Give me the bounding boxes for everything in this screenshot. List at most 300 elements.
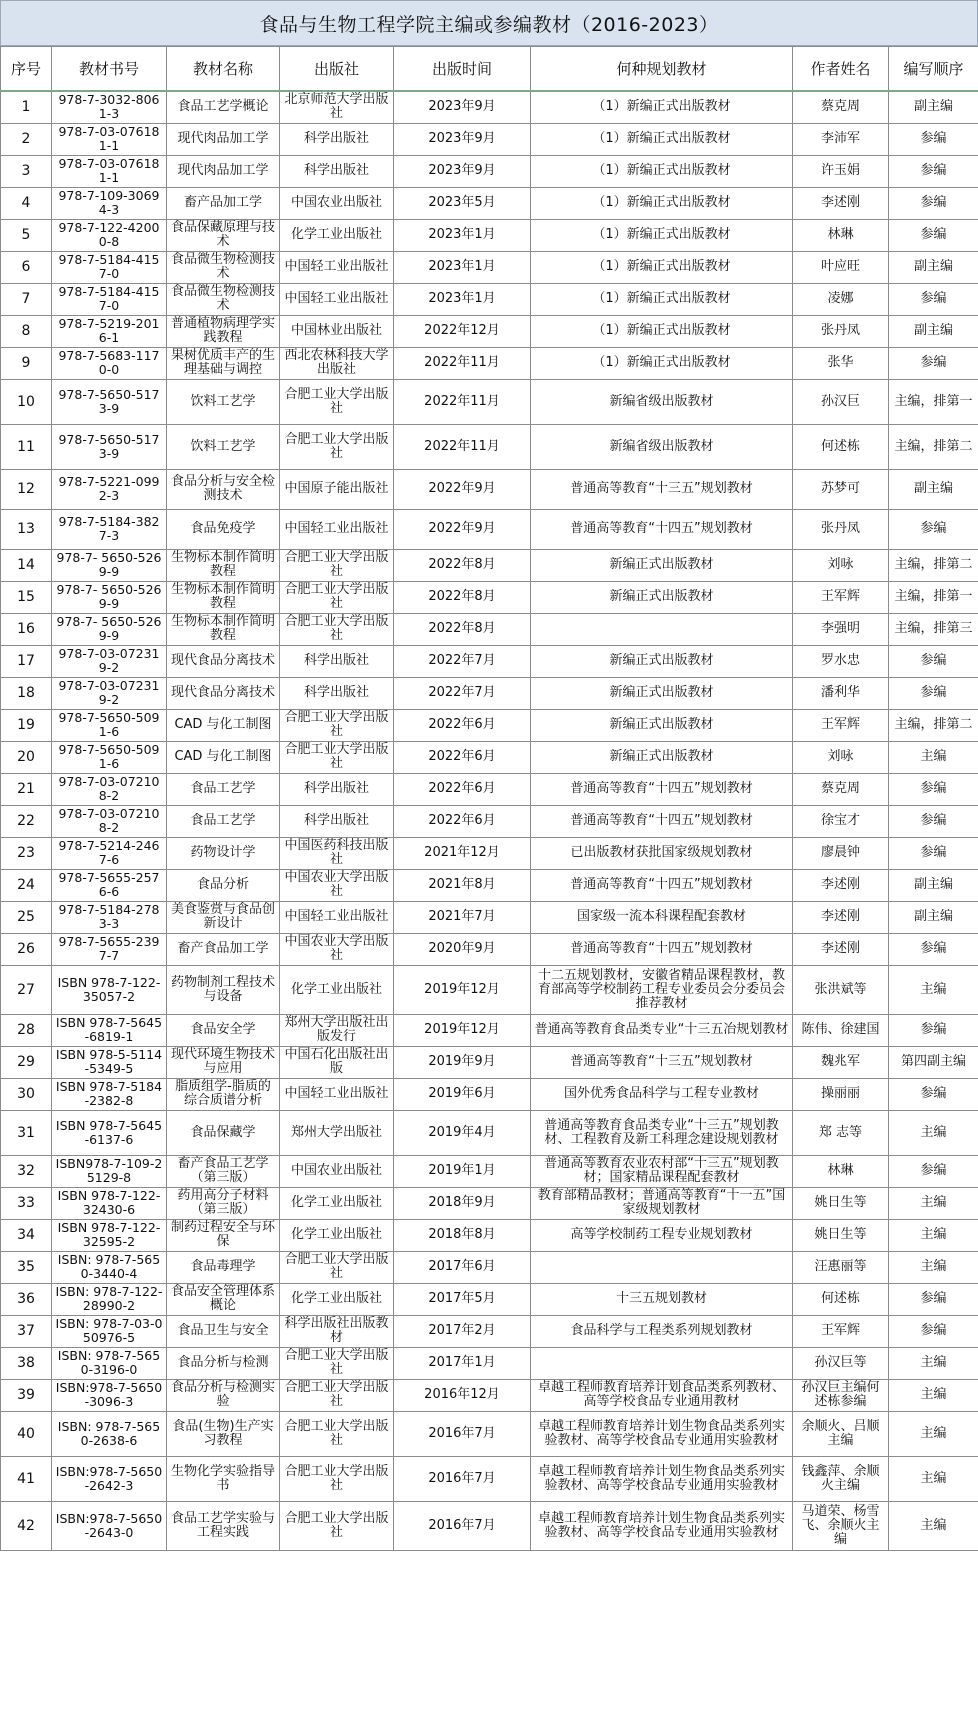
cell-publish-date: 2022年8月 <box>394 581 531 613</box>
cell-no: 9 <box>1 347 52 379</box>
table-row <box>1 549 978 581</box>
table-row <box>1 155 978 187</box>
cell-textbook-name: 食品工艺学 <box>167 805 280 837</box>
cell-publish-date: 2023年1月 <box>394 283 531 315</box>
cell-plan-type: 普通高等教育食品类专业“十三五”规划教材、工程教育及新工科理念建设规划教材 <box>531 1110 793 1155</box>
cell-no: 25 <box>1 901 52 933</box>
cell-publish-date: 2016年12月 <box>394 1379 531 1411</box>
cell-author: 李述刚 <box>793 901 889 933</box>
cell-author-order: 主编，排第二 <box>889 709 978 741</box>
cell-author-order: 主编 <box>889 1110 978 1155</box>
cell-publish-date: 2016年7月 <box>394 1456 531 1501</box>
table-row <box>1 1046 978 1078</box>
cell-plan-type: （1）新编正式出版教材 <box>531 219 793 251</box>
cell-publisher: 合肥工业大学出版社 <box>280 1251 394 1283</box>
cell-plan-type: 新编正式出版教材 <box>531 581 793 613</box>
cell-author-order: 主编 <box>889 1219 978 1251</box>
cell-author: 王军辉 <box>793 581 889 613</box>
cell-publisher: 中国农业出版社 <box>280 1155 394 1187</box>
cell-isbn: ISBN 978-7-122-32595-2 <box>52 1219 167 1251</box>
cell-textbook-name: 生物标本制作简明教程 <box>167 613 280 645</box>
cell-author-order: 主编，排第二 <box>889 549 978 581</box>
cell-isbn: 978-7-5184-3827-3 <box>52 509 167 549</box>
table-row <box>1 1379 978 1411</box>
cell-no: 6 <box>1 251 52 283</box>
cell-isbn: ISBN 978-7-122-32430-6 <box>52 1187 167 1219</box>
cell-plan-type: （1）新编正式出版教材 <box>531 123 793 155</box>
cell-isbn: 978-7-03-076181-1 <box>52 155 167 187</box>
cell-author-order: 主编 <box>889 1347 978 1379</box>
cell-author: 孙汉巨等 <box>793 1347 889 1379</box>
cell-textbook-name: 美食鉴赏与食品创新设计 <box>167 901 280 933</box>
cell-plan-type: 普通高等教育食品类专业“十三五冶规划教材 <box>531 1014 793 1046</box>
cell-author-order: 主编 <box>889 1379 978 1411</box>
cell-publish-date: 2023年9月 <box>394 123 531 155</box>
cell-publish-date: 2022年9月 <box>394 469 531 509</box>
cell-publisher: 科学出版社 <box>280 677 394 709</box>
cell-author-order: 参编 <box>889 1315 978 1347</box>
cell-textbook-name: 食品免疫学 <box>167 509 280 549</box>
cell-isbn: 978-7-5219-2016-1 <box>52 315 167 347</box>
cell-author: 李沛军 <box>793 123 889 155</box>
cell-author-order: 参编 <box>889 1078 978 1110</box>
cell-isbn: 978-7-5221-0992-3 <box>52 469 167 509</box>
cell-no: 26 <box>1 933 52 965</box>
cell-author: 许玉娟 <box>793 155 889 187</box>
cell-publisher: 科学出版社 <box>280 773 394 805</box>
cell-textbook-name: 药物设计学 <box>167 837 280 869</box>
cell-author: 刘咏 <box>793 549 889 581</box>
cell-plan-type: 食品科学与工程类系列规划教材 <box>531 1315 793 1347</box>
cell-author-order: 主编，排第三 <box>889 613 978 645</box>
cell-no: 1 <box>1 91 52 123</box>
table-title: 食品与生物工程学院主编或参编教材（2016-2023） <box>0 0 978 46</box>
header-isbn: 教材书号 <box>52 47 167 92</box>
cell-no: 11 <box>1 424 52 469</box>
table-row <box>1 645 978 677</box>
cell-publish-date: 2022年6月 <box>394 709 531 741</box>
cell-isbn: ISBN: 978-7-5650-3196-0 <box>52 1347 167 1379</box>
header-row <box>1 47 978 92</box>
cell-publish-date: 2020年9月 <box>394 933 531 965</box>
cell-author: 姚日生等 <box>793 1187 889 1219</box>
cell-author-order: 参编 <box>889 1283 978 1315</box>
cell-isbn: 978-7-5184-2783-3 <box>52 901 167 933</box>
header-textbook-name: 教材名称 <box>167 47 280 92</box>
cell-publish-date: 2019年9月 <box>394 1046 531 1078</box>
cell-plan-type: 新编省级出版教材 <box>531 424 793 469</box>
cell-no: 3 <box>1 155 52 187</box>
cell-plan-type: 卓越工程师教育培养计划生物食品类系列实验教材、高等学校食品专业通用实验教材 <box>531 1456 793 1501</box>
cell-publish-date: 2023年5月 <box>394 187 531 219</box>
cell-textbook-name: 饮料工艺学 <box>167 379 280 424</box>
cell-textbook-name: 制药过程安全与环保 <box>167 1219 280 1251</box>
cell-publisher: 合肥工业大学出版社 <box>280 1411 394 1456</box>
cell-publisher: 中国轻工业出版社 <box>280 901 394 933</box>
table-row <box>1 901 978 933</box>
cell-author: 张洪斌等 <box>793 965 889 1014</box>
cell-textbook-name: CAD 与化工制图 <box>167 741 280 773</box>
cell-publish-date: 2023年1月 <box>394 251 531 283</box>
cell-author-order: 参编 <box>889 283 978 315</box>
cell-author: 李述刚 <box>793 933 889 965</box>
cell-publish-date: 2022年9月 <box>394 509 531 549</box>
table-body <box>1 91 978 1550</box>
cell-publish-date: 2021年12月 <box>394 837 531 869</box>
cell-publish-date: 2018年8月 <box>394 1219 531 1251</box>
table-row <box>1 1187 978 1219</box>
cell-textbook-name: 现代食品分离技术 <box>167 677 280 709</box>
cell-plan-type <box>531 1251 793 1283</box>
cell-publish-date: 2017年1月 <box>394 1347 531 1379</box>
cell-publish-date: 2022年8月 <box>394 549 531 581</box>
cell-author-order: 副主编 <box>889 91 978 123</box>
cell-author-order: 副主编 <box>889 315 978 347</box>
cell-author-order: 参编 <box>889 155 978 187</box>
cell-publish-date: 2023年1月 <box>394 219 531 251</box>
cell-author-order: 副主编 <box>889 901 978 933</box>
cell-plan-type: 普通高等教育“十四五”规划教材 <box>531 805 793 837</box>
cell-publish-date: 2019年12月 <box>394 1014 531 1046</box>
table-row <box>1 315 978 347</box>
cell-plan-type: 高等学校制药工程专业规划教材 <box>531 1219 793 1251</box>
cell-textbook-name: 食品分析与安全检测技术 <box>167 469 280 509</box>
cell-publisher: 中国农业大学出版社 <box>280 933 394 965</box>
cell-isbn: ISBN: 978-7-122-28990-2 <box>52 1283 167 1315</box>
cell-author: 叶应旺 <box>793 251 889 283</box>
cell-no: 31 <box>1 1110 52 1155</box>
cell-publisher: 中国轻工业出版社 <box>280 283 394 315</box>
cell-textbook-name: 畜产食品工艺学（第三版） <box>167 1155 280 1187</box>
table-row <box>1 773 978 805</box>
cell-textbook-name: 食品分析 <box>167 869 280 901</box>
table-row <box>1 741 978 773</box>
cell-author-order: 副主编 <box>889 469 978 509</box>
cell-publish-date: 2022年12月 <box>394 315 531 347</box>
cell-publish-date: 2022年11月 <box>394 379 531 424</box>
cell-isbn: ISBN 978-7-5645-6819-1 <box>52 1014 167 1046</box>
textbook-table <box>0 46 978 1551</box>
cell-publish-date: 2017年2月 <box>394 1315 531 1347</box>
cell-textbook-name: 食品安全管理体系概论 <box>167 1283 280 1315</box>
cell-isbn: 978-7-03-072319-2 <box>52 645 167 677</box>
cell-publisher: 化学工业出版社 <box>280 219 394 251</box>
cell-author-order: 参编 <box>889 123 978 155</box>
cell-plan-type: （1）新编正式出版教材 <box>531 347 793 379</box>
cell-author: 姚日生等 <box>793 1219 889 1251</box>
cell-publisher: 科学出版社出版教材 <box>280 1315 394 1347</box>
table-row <box>1 1283 978 1315</box>
cell-author-order: 参编 <box>889 837 978 869</box>
cell-textbook-name: 食品微生物检测技术 <box>167 283 280 315</box>
cell-author: 徐宝才 <box>793 805 889 837</box>
cell-author: 刘咏 <box>793 741 889 773</box>
table-row <box>1 91 978 123</box>
cell-isbn: ISBN: 978-7-5650-3440-4 <box>52 1251 167 1283</box>
cell-author: 罗水忠 <box>793 645 889 677</box>
cell-no: 8 <box>1 315 52 347</box>
cell-no: 32 <box>1 1155 52 1187</box>
cell-publisher: 郑州大学出版社出版发行 <box>280 1014 394 1046</box>
cell-publisher: 中国轻工业出版社 <box>280 1078 394 1110</box>
cell-textbook-name: 饮料工艺学 <box>167 424 280 469</box>
cell-author: 孙汉巨 <box>793 379 889 424</box>
cell-no: 22 <box>1 805 52 837</box>
cell-textbook-name: 食品(生物)生产实习教程 <box>167 1411 280 1456</box>
cell-plan-type: （1）新编正式出版教材 <box>531 187 793 219</box>
header-publish-date: 出版时间 <box>394 47 531 92</box>
cell-no: 5 <box>1 219 52 251</box>
cell-plan-type: 普通高等教育“十四五”规划教材 <box>531 869 793 901</box>
cell-publish-date: 2022年11月 <box>394 424 531 469</box>
cell-textbook-name: 食品保藏原理与技术 <box>167 219 280 251</box>
cell-publish-date: 2022年7月 <box>394 645 531 677</box>
cell-no: 38 <box>1 1347 52 1379</box>
table-row <box>1 1347 978 1379</box>
cell-author: 张丹凤 <box>793 509 889 549</box>
cell-plan-type: 国家级一流本科课程配套教材 <box>531 901 793 933</box>
cell-isbn: ISBN:978-7-5650-3096-3 <box>52 1379 167 1411</box>
table-row <box>1 219 978 251</box>
cell-isbn: ISBN 978-5-5114-5349-5 <box>52 1046 167 1078</box>
table-row <box>1 581 978 613</box>
cell-author-order: 主编，排第一 <box>889 379 978 424</box>
cell-author: 魏兆军 <box>793 1046 889 1078</box>
cell-textbook-name: 食品工艺学 <box>167 773 280 805</box>
cell-plan-type: 卓越工程师教育培养计划生物食品类系列实验教材、高等学校食品专业通用实验教材 <box>531 1411 793 1456</box>
cell-author: 张丹凤 <box>793 315 889 347</box>
cell-no: 21 <box>1 773 52 805</box>
cell-textbook-name: 果树优质丰产的生理基础与调控 <box>167 347 280 379</box>
cell-isbn: 978-7-5650-5091-6 <box>52 709 167 741</box>
cell-author: 李述刚 <box>793 187 889 219</box>
table-row <box>1 709 978 741</box>
cell-no: 7 <box>1 283 52 315</box>
cell-no: 16 <box>1 613 52 645</box>
cell-publisher: 化学工业出版社 <box>280 1219 394 1251</box>
cell-textbook-name: 食品保藏学 <box>167 1110 280 1155</box>
cell-plan-type: 已出版教材获批国家级规划教材 <box>531 837 793 869</box>
cell-no: 40 <box>1 1411 52 1456</box>
cell-isbn: ISBN 978-7-5645-6137-6 <box>52 1110 167 1155</box>
table-row <box>1 469 978 509</box>
cell-publisher: 郑州大学出版社 <box>280 1110 394 1155</box>
cell-author: 廖晨钟 <box>793 837 889 869</box>
cell-no: 34 <box>1 1219 52 1251</box>
cell-author: 潘利华 <box>793 677 889 709</box>
cell-publish-date: 2019年1月 <box>394 1155 531 1187</box>
cell-author-order: 主编 <box>889 1411 978 1456</box>
cell-plan-type: （1）新编正式出版教材 <box>531 283 793 315</box>
cell-no: 14 <box>1 549 52 581</box>
cell-plan-type: 普通高等教育“十三五”规划教材 <box>531 469 793 509</box>
table-row <box>1 1411 978 1456</box>
cell-author: 王军辉 <box>793 709 889 741</box>
cell-plan-type: 教育部精品教材；普通高等教育“十一五”国家级规划教材 <box>531 1187 793 1219</box>
cell-author: 钱鑫萍、余顺火主编 <box>793 1456 889 1501</box>
cell-textbook-name: 食品安全学 <box>167 1014 280 1046</box>
table-row <box>1 1219 978 1251</box>
cell-publisher: 中国林业出版社 <box>280 315 394 347</box>
cell-author-order: 主编 <box>889 965 978 1014</box>
cell-publish-date: 2022年11月 <box>394 347 531 379</box>
cell-textbook-name: 食品工艺学实验与工程实践 <box>167 1501 280 1550</box>
cell-isbn: ISBN: 978-7-03-050976-5 <box>52 1315 167 1347</box>
cell-author: 凌娜 <box>793 283 889 315</box>
cell-author-order: 参编 <box>889 773 978 805</box>
cell-plan-type: （1）新编正式出版教材 <box>531 315 793 347</box>
cell-textbook-name: 生物标本制作简明教程 <box>167 549 280 581</box>
cell-author: 蔡克周 <box>793 91 889 123</box>
cell-publisher: 西北农林科技大学出版社 <box>280 347 394 379</box>
cell-isbn: 978-7-03-072108-2 <box>52 805 167 837</box>
cell-textbook-name: 脂质组学-脂质的综合质谱分析 <box>167 1078 280 1110</box>
cell-plan-type: 新编省级出版教材 <box>531 379 793 424</box>
cell-author-order: 副主编 <box>889 869 978 901</box>
table-row <box>1 677 978 709</box>
cell-isbn: ISBN 978-7-122-35057-2 <box>52 965 167 1014</box>
cell-no: 28 <box>1 1014 52 1046</box>
cell-textbook-name: 普通植物病理学实践教程 <box>167 315 280 347</box>
cell-author: 何述栋 <box>793 1283 889 1315</box>
cell-no: 18 <box>1 677 52 709</box>
cell-publish-date: 2022年8月 <box>394 613 531 645</box>
cell-no: 10 <box>1 379 52 424</box>
cell-plan-type: 新编正式出版教材 <box>531 741 793 773</box>
cell-isbn: ISBN 978-7-5184-2382-8 <box>52 1078 167 1110</box>
table-row <box>1 187 978 219</box>
cell-publisher: 北京师范大学出版社 <box>280 91 394 123</box>
cell-publisher: 合肥工业大学出版社 <box>280 424 394 469</box>
cell-textbook-name: 现代环境生物技术与应用 <box>167 1046 280 1078</box>
cell-publisher: 合肥工业大学出版社 <box>280 741 394 773</box>
cell-publisher: 化学工业出版社 <box>280 1187 394 1219</box>
cell-textbook-name: 食品卫生与安全 <box>167 1315 280 1347</box>
cell-no: 27 <box>1 965 52 1014</box>
table-row <box>1 251 978 283</box>
cell-textbook-name: 现代肉品加工学 <box>167 155 280 187</box>
cell-publisher: 科学出版社 <box>280 645 394 677</box>
table-row <box>1 1078 978 1110</box>
cell-author-order: 参编 <box>889 805 978 837</box>
cell-isbn: 978-7-109-30694-3 <box>52 187 167 219</box>
cell-no: 35 <box>1 1251 52 1283</box>
table-row <box>1 869 978 901</box>
table-row <box>1 424 978 469</box>
cell-author-order: 参编 <box>889 677 978 709</box>
cell-publish-date: 2023年9月 <box>394 155 531 187</box>
cell-no: 2 <box>1 123 52 155</box>
table-row <box>1 837 978 869</box>
cell-plan-type: 十三五规划教材 <box>531 1283 793 1315</box>
cell-author-order: 参编 <box>889 509 978 549</box>
cell-author: 李述刚 <box>793 869 889 901</box>
table-row <box>1 613 978 645</box>
cell-plan-type: （1）新编正式出版教材 <box>531 91 793 123</box>
table-row <box>1 509 978 549</box>
cell-publish-date: 2019年12月 <box>394 965 531 1014</box>
cell-publish-date: 2023年9月 <box>394 91 531 123</box>
cell-no: 24 <box>1 869 52 901</box>
cell-author-order: 参编 <box>889 219 978 251</box>
cell-plan-type: 卓越工程师教育培养计划食品类系列教材、高等学校食品专业通用教材 <box>531 1379 793 1411</box>
cell-no: 37 <box>1 1315 52 1347</box>
cell-publisher: 合肥工业大学出版社 <box>280 1456 394 1501</box>
cell-plan-type: 普通高等教育农业农村部“十三五”规划教材；国家精品课程配套教材 <box>531 1155 793 1187</box>
cell-author: 蔡克周 <box>793 773 889 805</box>
cell-publish-date: 2022年6月 <box>394 773 531 805</box>
cell-plan-type: 新编正式出版教材 <box>531 645 793 677</box>
cell-author-order: 主编 <box>889 1501 978 1550</box>
cell-textbook-name: 现代食品分离技术 <box>167 645 280 677</box>
header-no: 序号 <box>1 47 52 92</box>
cell-publisher: 科学出版社 <box>280 155 394 187</box>
cell-isbn: 978-7-5683-1170-0 <box>52 347 167 379</box>
cell-author-order: 参编 <box>889 187 978 219</box>
cell-plan-type: 国外优秀食品科学与工程专业教材 <box>531 1078 793 1110</box>
cell-publisher: 合肥工业大学出版社 <box>280 581 394 613</box>
cell-author: 汪惠丽等 <box>793 1251 889 1283</box>
cell-author-order: 参编 <box>889 645 978 677</box>
cell-isbn: 978-7-122-42000-8 <box>52 219 167 251</box>
cell-author-order: 主编 <box>889 1187 978 1219</box>
cell-plan-type: 卓越工程师教育培养计划生物食品类系列实验教材、高等学校食品专业通用实验教材 <box>531 1501 793 1550</box>
cell-author: 郑 志等 <box>793 1110 889 1155</box>
cell-plan-type: 普通高等教育“十四五”规划教材 <box>531 933 793 965</box>
table-row <box>1 1315 978 1347</box>
cell-no: 20 <box>1 741 52 773</box>
cell-isbn: 978-7-03-076181-1 <box>52 123 167 155</box>
cell-author-order: 参编 <box>889 347 978 379</box>
cell-plan-type: 十二五规划教材，安徽省精品课程教材，教育部高等学校制药工程专业委员会分委员会推荐教材 <box>531 965 793 1014</box>
header-author: 作者姓名 <box>793 47 889 92</box>
cell-author: 苏梦可 <box>793 469 889 509</box>
cell-publisher: 合肥工业大学出版社 <box>280 1501 394 1550</box>
cell-isbn: 978-7-5650-5091-6 <box>52 741 167 773</box>
cell-publisher: 合肥工业大学出版社 <box>280 379 394 424</box>
cell-author: 何述栋 <box>793 424 889 469</box>
cell-publish-date: 2021年7月 <box>394 901 531 933</box>
table-row <box>1 933 978 965</box>
cell-plan-type: 普通高等教育“十四五”规划教材 <box>531 509 793 549</box>
cell-publisher: 中国原子能出版社 <box>280 469 394 509</box>
cell-textbook-name: 食品微生物检测技术 <box>167 251 280 283</box>
cell-no: 30 <box>1 1078 52 1110</box>
cell-author-order: 主编，排第二 <box>889 424 978 469</box>
cell-no: 29 <box>1 1046 52 1078</box>
cell-isbn: 978-7-5655-2397-7 <box>52 933 167 965</box>
cell-no: 4 <box>1 187 52 219</box>
cell-author-order: 主编 <box>889 741 978 773</box>
cell-isbn: 978-7-5655-2576-6 <box>52 869 167 901</box>
cell-author: 马道荣、杨雪飞、余顺火主编 <box>793 1501 889 1550</box>
cell-no: 36 <box>1 1283 52 1315</box>
table-row <box>1 1014 978 1046</box>
cell-publisher: 科学出版社 <box>280 123 394 155</box>
cell-textbook-name: 食品分析与检测实验 <box>167 1379 280 1411</box>
cell-author-order: 参编 <box>889 933 978 965</box>
cell-isbn: ISBN:978-7-5650-2643-0 <box>52 1501 167 1550</box>
cell-isbn: 978-7-03-072319-2 <box>52 677 167 709</box>
cell-isbn: 978-7- 5650-5269-9 <box>52 549 167 581</box>
cell-textbook-name: 生物化学实验指导书 <box>167 1456 280 1501</box>
table-row <box>1 347 978 379</box>
table-row <box>1 1251 978 1283</box>
cell-author: 林琳 <box>793 1155 889 1187</box>
cell-publisher: 合肥工业大学出版社 <box>280 709 394 741</box>
cell-textbook-name: 生物标本制作简明教程 <box>167 581 280 613</box>
cell-plan-type <box>531 1347 793 1379</box>
